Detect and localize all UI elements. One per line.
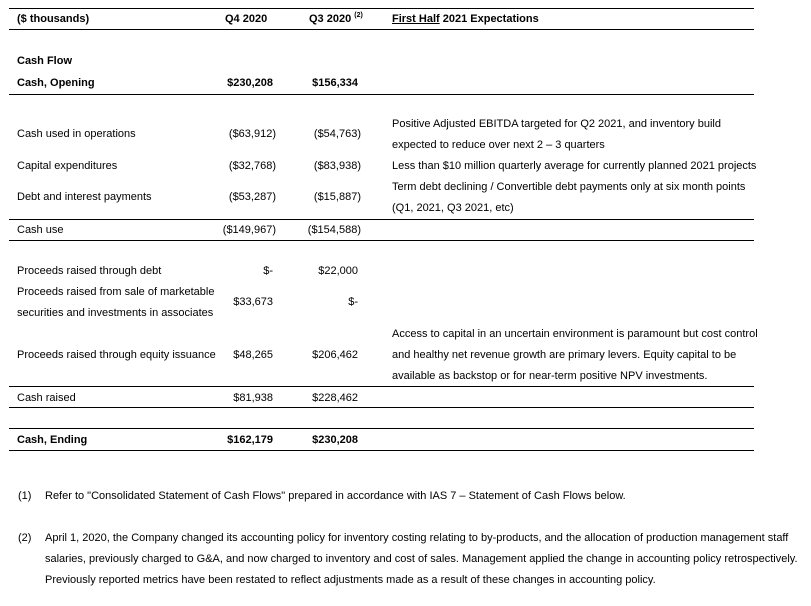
row-proceeds-equity-label: Proceeds raised through equity issuance [17, 349, 216, 361]
footnote-2-line3: Previously reported metrics have been restated to reflect adjustments made as a result of these changes in accounting policy. [45, 574, 656, 586]
row-proceeds-debt-label: Proceeds raised through debt [17, 265, 162, 277]
row-cash-use-q4: ($149,967) [222, 224, 276, 236]
row-proceeds-securities-label-line1: Proceeds raised from sale of marketable [17, 286, 215, 298]
expectation-debt-line2: (Q1, 2021, Q3 2021, etc) [392, 202, 514, 214]
row-proceeds-securities-q3: $- [348, 296, 358, 308]
expectation-ebitda-line1: Positive Adjusted EBITDA targeted for Q2 2021, and inventory build [392, 118, 721, 130]
column-header-q3-label: Q3 2020 [309, 13, 352, 25]
row-cash-use-q3: ($154,588) [307, 224, 361, 236]
row-ending-q4: $162,179 [227, 434, 273, 446]
opening-bottom-rule [9, 94, 754, 95]
row-cash-raised-q4: $81,938 [233, 392, 273, 404]
row-proceeds-equity-q3: $206,462 [312, 349, 358, 361]
expectation-capex: Less than $10 million quarterly average for currently planned 2021 projects [392, 160, 757, 172]
cash-use-bottom-rule [9, 240, 754, 241]
cash-raised-top-rule [9, 386, 754, 387]
row-operations-q4: ($63,912) [228, 128, 276, 140]
row-cash-raised-q3: $228,462 [312, 392, 358, 404]
row-operations-q3: ($54,763) [313, 128, 361, 140]
units-header: ($ thousands) [17, 13, 90, 25]
expectations-header-underlined: First Half [392, 13, 440, 25]
ending-bottom-rule [9, 450, 754, 451]
expectation-ebitda-line2: expected to reduce over next 2 – 3 quarters [392, 139, 605, 151]
footnote-2-line2: salaries, previously charged to G&A, and now charged to inventory and cost of sales. Management applied the change in accounting policy retrospectively. [45, 553, 798, 565]
footnote-ref-2: (2) [354, 12, 363, 19]
row-proceeds-debt-q3: $22,000 [318, 265, 358, 277]
cash-use-top-rule [9, 219, 754, 220]
expectation-capital-line3: available as backstop or for near-term positive NPV investments. [392, 370, 708, 382]
expectations-header-rest: 2021 Expectations [439, 13, 539, 25]
row-ending-q3: $230,208 [312, 434, 358, 446]
row-proceeds-securities-label-line2: securities and investments in associates [17, 307, 214, 319]
row-opening-q4: $230,208 [227, 77, 273, 89]
row-debt-interest-label: Debt and interest payments [17, 191, 152, 203]
row-cash-raised-label: Cash raised [17, 392, 76, 404]
table-top-rule [9, 8, 754, 9]
row-capex-q4: ($32,768) [228, 160, 276, 172]
section-title: Cash Flow [17, 55, 73, 67]
row-capex-label: Capital expenditures [17, 160, 118, 172]
cash-raised-bottom-rule [9, 407, 754, 408]
ending-top-rule [9, 428, 754, 429]
footnote-1-number: (1) [18, 490, 32, 502]
row-opening-label: Cash, Opening [17, 77, 95, 89]
row-debt-interest-q3: ($15,887) [313, 191, 361, 203]
row-debt-interest-q4: ($53,287) [228, 191, 276, 203]
expectation-debt-line1: Term debt declining / Convertible debt payments only at six month points [392, 181, 746, 193]
row-operations-label: Cash used in operations [17, 128, 136, 140]
header-bottom-rule [9, 29, 754, 30]
row-cash-use-label: Cash use [17, 224, 64, 236]
row-opening-q3: $156,334 [312, 77, 358, 89]
footnote-2-line1: April 1, 2020, the Company changed its accounting policy for inventory costing relating to by-products, and the allocation of production management staff [45, 532, 789, 544]
footnote-2-number: (2) [18, 532, 32, 544]
row-proceeds-equity-q4: $48,265 [233, 349, 273, 361]
row-capex-q3: ($83,938) [313, 160, 361, 172]
column-header-expectations [392, 13, 539, 25]
footnote-1-text: Refer to "Consolidated Statement of Cash Flows" prepared in accordance with IAS 7 – Statement of Cash Flows below. [45, 490, 626, 502]
expectation-capital-line1: Access to capital in an uncertain environment is paramount but cost control [392, 328, 758, 340]
row-proceeds-securities-q4: $33,673 [233, 296, 273, 308]
row-ending-label: Cash, Ending [17, 434, 88, 446]
column-header-q4: Q4 2020 [225, 13, 268, 25]
column-header-q3 [309, 13, 363, 25]
row-proceeds-debt-q4: $- [263, 265, 273, 277]
expectation-capital-line2: and healthy net revenue growth are primary levers. Equity capital to be [392, 349, 737, 361]
